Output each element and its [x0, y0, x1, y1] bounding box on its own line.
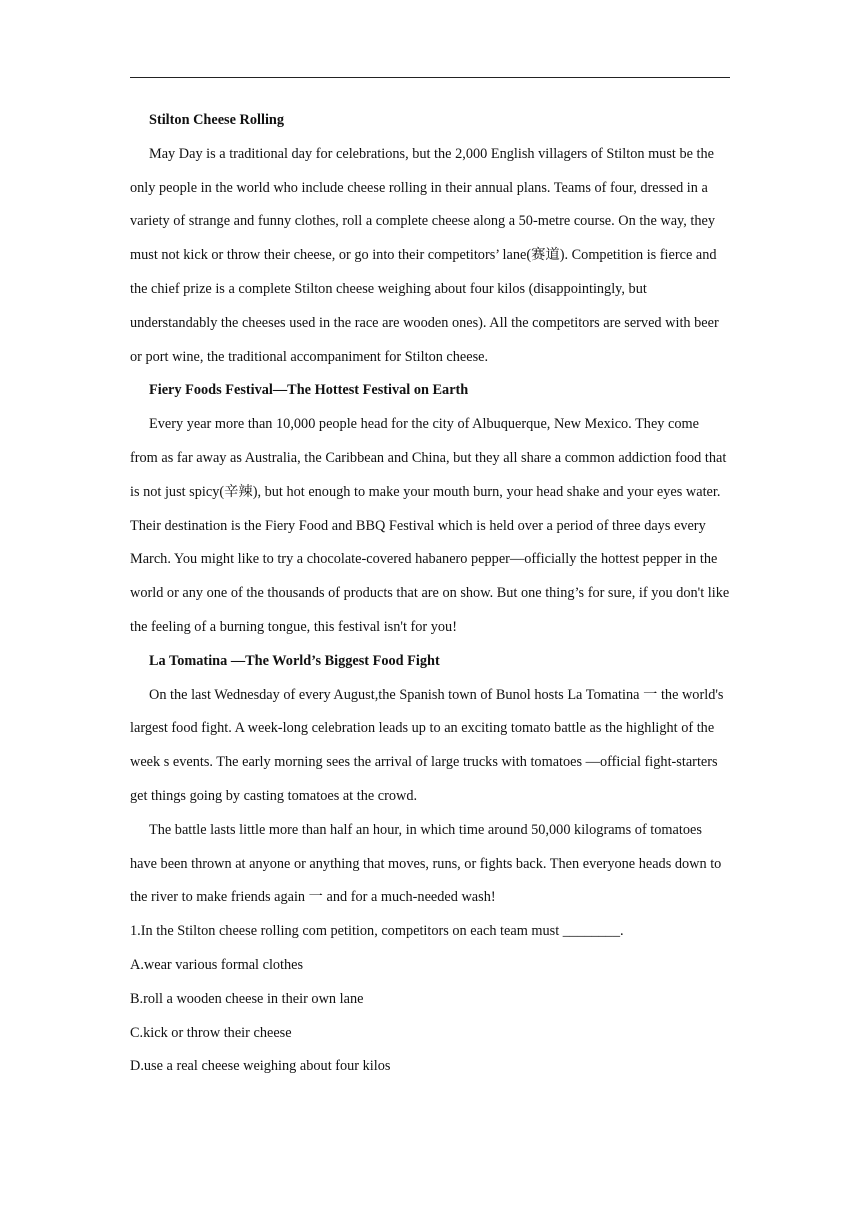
section-title-fiery-foods: Fiery Foods Festival—The Hottest Festival on Earth	[149, 382, 469, 399]
paragraph-stilton: May Day is a traditional day for celebrations, but the 2,000 English villagers of Stilton must be the only people in the world who include cheese rolling in their annual plans. Teams of four, dressed in a variety of strange and funny clothes, roll a complete cheese along a 50-metre course. On the way, they must not kick or throw their cheese, or go into their competitors’ lane(赛道). Competition is fierce and the chief prize is a complete Stilton cheese weighing about four kilos (disappointingly, but understandably the cheeses used in the race are wooden ones). All the competitors are served with beer or port wine, the traditional accompaniment for Stilton cheese.	[130, 145, 719, 365]
option-a: A.wear various formal clothes	[130, 956, 304, 973]
header-rule	[130, 77, 730, 78]
paragraph-fiery-foods: Every year more than 10,000 people head for the city of Albuquerque, New Mexico. They come from as far away as Australia, the Caribbean and China, but they all share a common addiction food that is not just spicy(辛辣), but hot enough to make your mouth burn, your head shake and your eyes water. Their destination is the Fiery Food and BBQ Festival which is held over a period of three days every March. You might like to try a chocolate-covered habanero pepper—officially the hottest pepper in the world or any one of the thousands of products that are on show. But one thing’s for sure, if you don't like the feeling of a burning tongue, this festival isn't for you!	[130, 416, 730, 635]
paragraph-la-tomatina-2: The battle lasts little more than half an hour, in which time around 50,000 kilograms of tomatoes have been thrown at anyone or anything that moves, runs, or fights back. Then everyone heads down to the river to make friends again 一 and for a much-needed wash!	[130, 821, 722, 906]
question-stem: 1.In the Stilton cheese rolling com petition, competitors on each team must ________.	[130, 923, 624, 940]
option-b: B.roll a wooden cheese in their own lane	[130, 990, 364, 1007]
section-title-stilton: Stilton Cheese Rolling	[149, 112, 285, 128]
option-d: D.use a real cheese weighing about four kilos	[130, 1058, 391, 1075]
paragraph-la-tomatina-1: On the last Wednesday of every August,the Spanish town of Bunol hosts La Tomatina 一 the world's largest food fight. A week-long celebration leads up to an exciting tomato battle as the highlight of the week s events. The early morning sees the arrival of large trucks with tomatoes —official fight-starters get things going by casting tomatoes at the crowd.	[130, 686, 724, 804]
section-title-la-tomatina: La Tomatina —The World’s Biggest Food Fight	[149, 652, 440, 669]
option-c: C.kick or throw their cheese	[130, 1024, 292, 1041]
document-body	[130, 104, 730, 1084]
